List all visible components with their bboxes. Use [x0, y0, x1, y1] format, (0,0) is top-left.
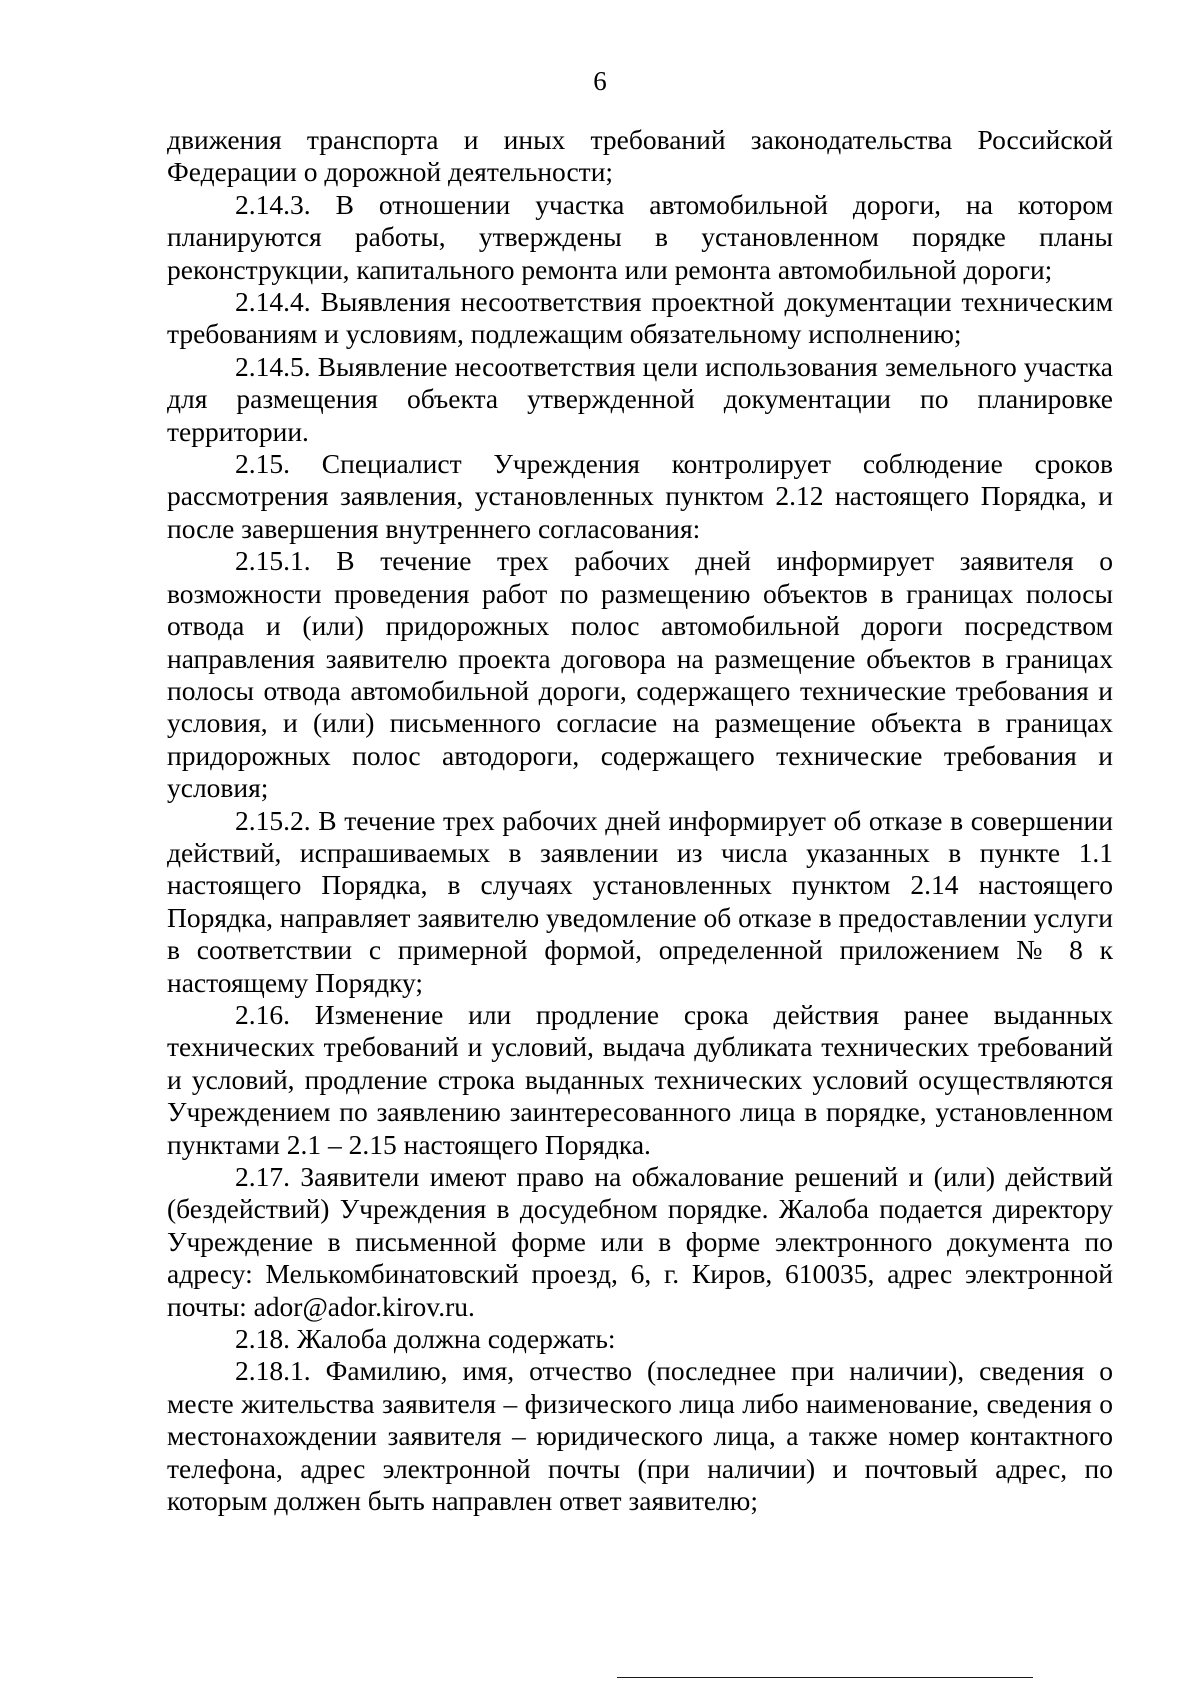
paragraph-2-15-2: 2.15.2. В течение трех рабочих дней информирует об отказе в совершении действий, испрашиваемых в заявлении из числа указанных в пункте 1.1 настоящего Порядка, в случаях установленных пунктом 2.14 настоящего Порядка, направляет заявителю уведомление об отказе в предоставлении услуги в соответствии с примерной формой, определенной приложением № 8 к настоящему Порядку; — [167, 804, 1113, 998]
paragraph-2-15: 2.15. Специалист Учреждения контролирует соблюдение сроков рассмотрения заявления, установленных пунктом 2.12 настоящего Порядка, и после завершения внутреннего согласования: — [167, 448, 1113, 544]
paragraph-2-14-4: 2.14.4. Выявления несоответствия проектной документации техническим требованиям и условиям, подлежащим обязательному исполнению; — [167, 286, 1113, 350]
document-body — [167, 124, 1113, 1517]
paragraph-2-18-1: 2.18.1. Фамилию, имя, отчество (последнее при наличии), сведения о месте жительства заявителя – физического лица либо наименование, сведения о местонахождении заявителя – юридического лица, а также номер контактного телефона, адрес электронной почты (при наличии) и почтовый адрес, по которым должен быть направлен ответ заявителю; — [167, 1355, 1113, 1517]
page-number: 6 — [593, 66, 607, 96]
paragraph-2-14-5: 2.14.5. Выявление несоответствия цели использования земельного участка для размещения объекта утвержденной документации по планировке территории. — [167, 350, 1113, 447]
footer-divider — [617, 1677, 1033, 1678]
paragraph-2-16: 2.16. Изменение или продление срока действия ранее выданных технических требований и условий, выдача дубликата технических требований и условий, продление строка выданных технических условий осуществляются Учреждением по заявлению заинтересованного лица в порядке, установленном пунктами 2.1 – 2.15 настоящего Порядка. — [167, 998, 1113, 1160]
paragraph-2-17: 2.17. Заявители имеют право на обжалование решений и (или) действий (бездействий) Учреждения в досудебном порядке. Жалоба подается директору Учреждение в письменной форме или в форме электронного документа по адресу: Мелькомбинатовский проезд, 6, г. Киров, 610035, адрес электронной почты: ador@ador.kirov.ru. — [167, 1161, 1113, 1322]
paragraph-continuation: движения транспорта и иных требований законодательства Российской Федерации о дорожной деятельности; — [167, 124, 1113, 188]
paragraph-2-15-1: 2.15.1. В течение трех рабочих дней информирует заявителя о возможности проведения работ по размещению объектов в границах полосы отвода и (или) придорожных полос автомобильной дороги посредством направления заявителю проекта договора на размещение объектов в границах полосы отвода автомобильной дороги, содержащего технические требования и условия, и (или) письменного согласие на размещение объекта в границах придорожных полос автодороги, содержащего технические требования и условия; — [167, 545, 1113, 804]
paragraph-2-14-3: 2.14.3. В отношении участка автомобильной дороги, на котором планируются работы, утверждены в установленном порядке планы реконструкции, капитального ремонта или ремонта автомобильной дороги; — [167, 188, 1113, 285]
paragraph-2-18: 2.18. Жалоба должна содержать: — [235, 1323, 616, 1355]
